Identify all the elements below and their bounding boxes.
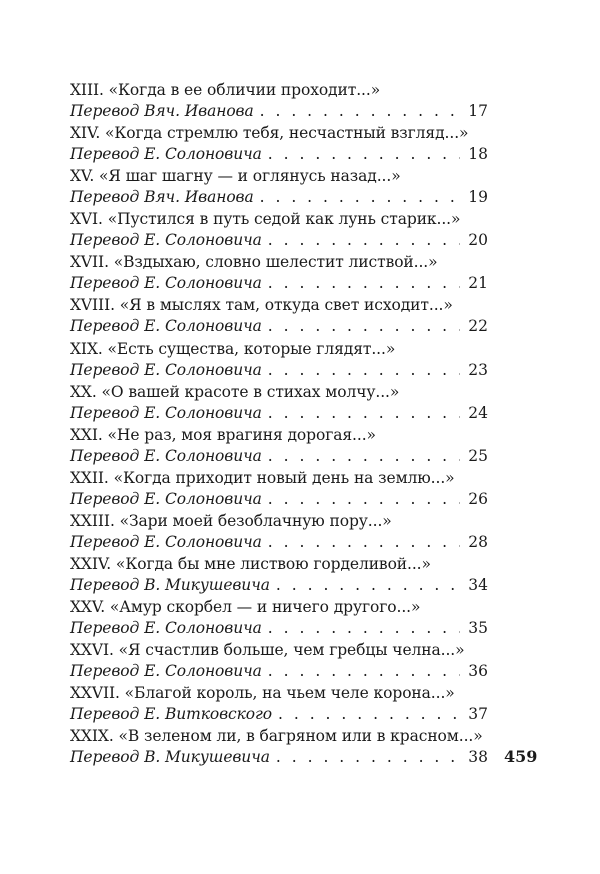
entry-title: XVII. «Вздыхаю, словно шелестит листвой...»	[70, 253, 438, 272]
page-folio-number: 459	[504, 747, 538, 766]
entry-title: XXII. «Когда приходит новый день на землю...»	[70, 468, 455, 487]
dot-leader	[268, 360, 460, 381]
translator-credit: Перевод Е. Солоновича	[70, 532, 262, 551]
toc-entry	[70, 683, 488, 726]
entry-credit-line	[70, 187, 488, 208]
page-number: 34	[468, 576, 488, 595]
entry-title: XXI. «Не раз, моя врагиня дорогая...»	[70, 425, 376, 444]
toc-entry	[70, 295, 488, 338]
translator-credit: Перевод Е. Витковского	[70, 705, 272, 724]
page-number: 38	[468, 748, 488, 767]
entry-credit-line	[70, 489, 488, 510]
entry-credit-line	[70, 446, 488, 467]
toc-entry	[70, 80, 488, 123]
dot-leader	[276, 575, 460, 596]
page-number: 35	[468, 619, 488, 638]
entry-title: XXVI. «Я счастлив больше, чем гребцы челна...»	[70, 641, 465, 660]
entry-credit-line	[70, 360, 488, 381]
translator-credit: Перевод Вяч. Иванова	[70, 102, 254, 120]
entry-title: XIX. «Есть существа, которые глядят...»	[70, 339, 396, 358]
dot-leader	[278, 704, 460, 725]
entry-title: XVIII. «Я в мыслях там, откуда свет исходит...»	[70, 296, 453, 315]
toc-entry	[70, 640, 488, 683]
entry-title: XIV. «Когда стремлю тебя, несчастный взгляд...»	[70, 124, 469, 143]
page-number: 22	[468, 317, 488, 336]
toc-entry	[70, 382, 488, 425]
dot-leader	[276, 747, 460, 768]
dot-leader	[268, 144, 460, 165]
dot-leader	[268, 316, 460, 337]
dot-leader	[260, 101, 460, 122]
entry-credit-line	[70, 273, 488, 294]
entry-title: XV. «Я шаг шагну — и оглянусь назад...»	[70, 167, 401, 186]
entry-credit-line	[70, 230, 488, 251]
translator-credit: Перевод Е. Солоновича	[70, 360, 262, 379]
entry-title: XVI. «Пустился в путь седой как лунь старик...»	[70, 210, 461, 229]
page-number: 17	[468, 102, 488, 120]
page-number: 20	[468, 231, 488, 250]
entry-credit-line	[70, 144, 488, 165]
page-number: 24	[468, 403, 488, 422]
translator-credit: Перевод Е. Солоновича	[70, 274, 262, 293]
toc-entry	[70, 726, 488, 769]
dot-leader	[268, 661, 460, 682]
dot-leader	[260, 187, 460, 208]
toc-entry	[70, 468, 488, 511]
entry-title: XXIX. «В зеленом ли, в багряном или в красном...»	[70, 727, 483, 746]
entry-title: XX. «О вашей красоте в стихах молчу...»	[70, 382, 400, 401]
translator-credit: Перевод Е. Солоновича	[70, 403, 262, 422]
entry-credit-line	[70, 704, 488, 725]
dot-leader	[268, 489, 460, 510]
dot-leader	[268, 532, 460, 553]
entry-credit-line	[70, 747, 488, 768]
translator-credit: Перевод Вяч. Иванова	[70, 188, 254, 207]
page-number: 19	[468, 188, 488, 207]
entry-credit-line	[70, 575, 488, 596]
entry-title: XXIII. «Зари моей безоблачную пору...»	[70, 511, 392, 530]
page-number: 18	[468, 145, 488, 164]
translator-credit: Перевод Е. Солоновича	[70, 619, 262, 638]
page-number: 23	[468, 360, 488, 379]
translator-credit: Перевод В. Микушевича	[70, 576, 270, 595]
entry-credit-line	[70, 101, 488, 122]
translator-credit: Перевод Е. Солоновича	[70, 231, 262, 250]
page-number: 28	[468, 532, 488, 551]
page-number: 21	[468, 274, 488, 293]
entry-credit-line	[70, 532, 488, 553]
entry-credit-line	[70, 316, 488, 337]
page-number: 37	[468, 705, 488, 724]
toc-entry	[70, 511, 488, 554]
dot-leader	[268, 403, 460, 424]
toc-entry	[70, 166, 488, 209]
entry-title: XXVII. «Благой король, на чьем челе корона...»	[70, 684, 455, 703]
translator-credit: Перевод Е. Солоновича	[70, 145, 262, 164]
entry-title: XXIV. «Когда бы мне листвою горделивой...»	[70, 555, 431, 574]
translator-credit: Перевод Е. Солоновича	[70, 662, 262, 681]
page-number: 36	[468, 662, 488, 681]
dot-leader	[268, 273, 460, 294]
entry-title: XXV. «Амур скорбел — и ничего другого...»	[70, 598, 421, 617]
translator-credit: Перевод В. Микушевича	[70, 748, 270, 767]
toc-entry	[70, 597, 488, 640]
translator-credit: Перевод Е. Солоновича	[70, 317, 262, 336]
dot-leader	[268, 230, 460, 251]
entry-title: XIII. «Когда в ее обличии проходит...»	[70, 81, 381, 99]
toc-entry	[70, 209, 488, 252]
translator-credit: Перевод Е. Солоновича	[70, 489, 262, 508]
table-of-contents	[70, 80, 488, 770]
entry-credit-line	[70, 618, 488, 639]
entry-credit-line	[70, 661, 488, 682]
toc-entry	[70, 252, 488, 295]
toc-entry	[70, 554, 488, 597]
toc-entry	[70, 123, 488, 166]
toc-entry	[70, 339, 488, 382]
page-number: 26	[468, 489, 488, 508]
toc-entry	[70, 425, 488, 468]
translator-credit: Перевод Е. Солоновича	[70, 446, 262, 465]
dot-leader	[268, 446, 460, 467]
page-number: 25	[468, 446, 488, 465]
entry-credit-line	[70, 403, 488, 424]
dot-leader	[268, 618, 460, 639]
